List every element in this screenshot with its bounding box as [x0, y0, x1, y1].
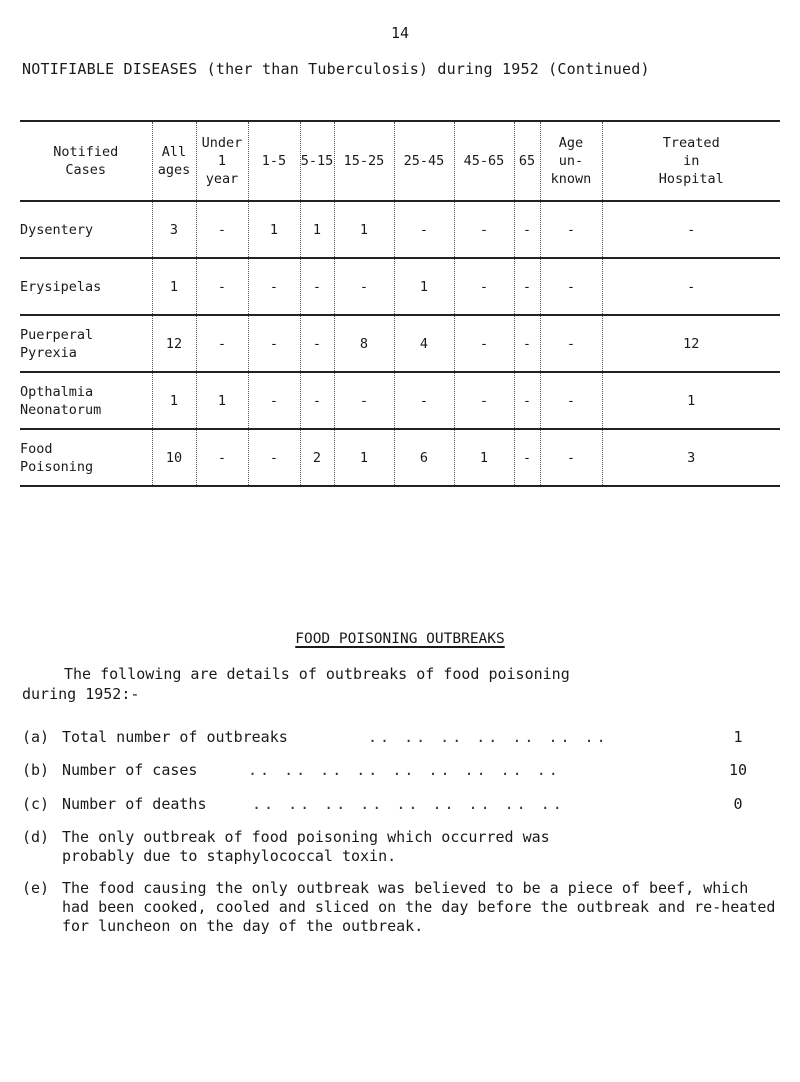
item-marker: (a)	[22, 728, 50, 746]
cell-hospital: -	[602, 201, 780, 258]
header-notified-cases: Notified Cases	[53, 144, 119, 178]
cell-15-25: 8	[334, 315, 394, 372]
cell-65: -	[514, 201, 540, 258]
cell-all-ages: 1	[152, 372, 196, 429]
leader-dots: .. .. .. .. .. .. .. .. ..	[248, 761, 561, 779]
table-row	[20, 372, 780, 429]
header-5-15: 5-15	[300, 121, 334, 201]
cell-45-65: -	[454, 201, 514, 258]
item-value: 1	[733, 728, 743, 746]
cell-25-45: 4	[394, 315, 454, 372]
cell-age-unknown: -	[540, 201, 602, 258]
cell-under-1: -	[196, 201, 248, 258]
cell-5-15: 1	[300, 201, 334, 258]
item-label: Total number of outbreaks	[62, 728, 288, 746]
cell-hospital: 12	[602, 315, 780, 372]
intro-line-1: The following are details of outbreaks of food poisoning	[64, 665, 570, 683]
header-all-ages: All ages	[152, 121, 196, 201]
header-1-5: 1-5	[248, 121, 300, 201]
cell-all-ages: 10	[152, 429, 196, 486]
disease-name: Erysipelas	[20, 278, 102, 295]
cell-age-unknown: -	[540, 315, 602, 372]
cell-1-5: 1	[248, 201, 300, 258]
cell-65: -	[514, 258, 540, 315]
cell-under-1: 1	[196, 372, 248, 429]
header-45-65: 45-65	[454, 121, 514, 201]
cell-65: -	[514, 429, 540, 486]
cell-all-ages: 1	[152, 258, 196, 315]
item-value: 10	[728, 761, 748, 779]
cell-15-25: -	[334, 372, 394, 429]
cell-under-1: -	[196, 315, 248, 372]
cell-5-15: -	[300, 372, 334, 429]
cell-1-5: -	[248, 258, 300, 315]
item-label: Number of cases	[62, 761, 198, 779]
cell-45-65: 1	[454, 429, 514, 486]
header-25-45: 25-45	[394, 121, 454, 201]
item-text: The food causing the only outbreak was believed to be a piece of beef, which had been cooked, cooled and sliced on the day before the outbreak and re-heated for luncheon on the day of the outbreak.	[62, 879, 776, 935]
item-value: 0	[733, 795, 743, 813]
cell-25-45: 6	[394, 429, 454, 486]
cell-25-45: 1	[394, 258, 454, 315]
item-marker: (d)	[22, 828, 50, 846]
cell-15-25: -	[334, 258, 394, 315]
cell-25-45: -	[394, 372, 454, 429]
cell-1-5: -	[248, 429, 300, 486]
cell-15-25: 1	[334, 429, 394, 486]
table-row	[20, 258, 780, 315]
table-row	[20, 201, 780, 258]
cell-age-unknown: -	[540, 372, 602, 429]
item-label: Number of deaths	[62, 795, 207, 813]
cell-65: -	[514, 315, 540, 372]
leader-dots: .. .. .. .. .. .. ..	[368, 728, 609, 746]
header-treated-in-hospital: Treated in Hospital	[602, 121, 780, 201]
cell-all-ages: 3	[152, 201, 196, 258]
item-marker: (c)	[22, 795, 50, 813]
page-number: 14	[390, 24, 410, 42]
cell-hospital: 1	[602, 372, 780, 429]
section-heading	[0, 631, 800, 647]
disease-name: Dysentery	[20, 221, 94, 238]
header-65: 65	[514, 121, 540, 201]
cell-age-unknown: -	[540, 258, 602, 315]
cell-age-unknown: -	[540, 429, 602, 486]
page-title: NOTIFIABLE DISEASES (ther than Tuberculosis) during 1952 (Continued)	[22, 60, 650, 78]
item-text: The only outbreak of food poisoning which occurred was probably due to staphylococcal toxin.	[62, 828, 550, 865]
table-header-row	[20, 121, 780, 201]
cell-hospital: -	[602, 258, 780, 315]
cell-5-15: -	[300, 315, 334, 372]
item-marker: (b)	[22, 761, 50, 779]
cell-5-15: 2	[300, 429, 334, 486]
section-heading-text: FOOD POISONING OUTBREAKS	[295, 631, 505, 647]
intro-paragraph	[22, 664, 662, 704]
cell-under-1: -	[196, 258, 248, 315]
table-row	[20, 315, 780, 372]
notifiable-diseases-table	[20, 120, 780, 487]
intro-line-2: during 1952:-	[22, 685, 140, 703]
disease-name: Puerperal Pyrexia	[20, 326, 94, 361]
leader-dots: .. .. .. .. .. .. .. .. ..	[252, 795, 565, 813]
cell-45-65: -	[454, 315, 514, 372]
cell-45-65: -	[454, 372, 514, 429]
cell-25-45: -	[394, 201, 454, 258]
cell-15-25: 1	[334, 201, 394, 258]
cell-65: -	[514, 372, 540, 429]
cell-all-ages: 12	[152, 315, 196, 372]
header-15-25: 15-25	[334, 121, 394, 201]
cell-under-1: -	[196, 429, 248, 486]
disease-name: Opthalmia Neonatorum	[20, 383, 102, 418]
header-under-1-year: Under 1 year	[196, 121, 248, 201]
item-marker: (e)	[22, 879, 50, 897]
cell-5-15: -	[300, 258, 334, 315]
cell-1-5: -	[248, 372, 300, 429]
cell-1-5: -	[248, 315, 300, 372]
table-row	[20, 429, 780, 486]
header-age-unknown: Age un- known	[540, 121, 602, 201]
disease-name: Food Poisoning	[20, 440, 94, 475]
cell-45-65: -	[454, 258, 514, 315]
cell-hospital: 3	[602, 429, 780, 486]
